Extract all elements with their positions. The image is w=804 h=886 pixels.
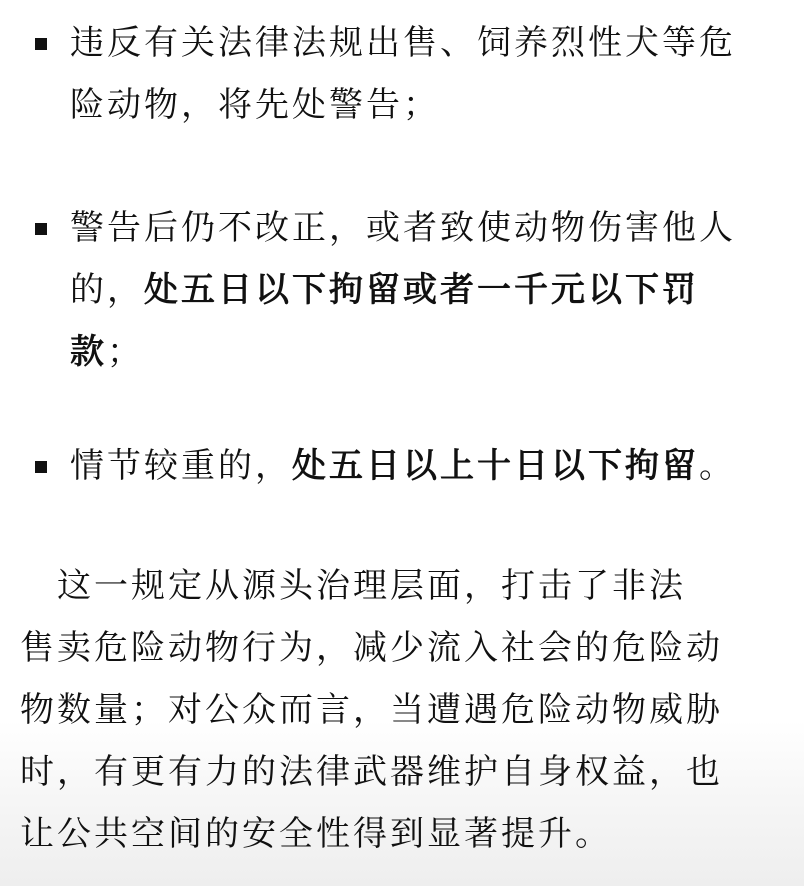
text-line [70, 197, 785, 259]
bold-text-segment: 处五日以下拘留或者一千元以下罚 [144, 270, 699, 310]
bullet-text [70, 197, 785, 383]
paragraph-line: 这一规定从源头治理层面，打击了非法 [20, 566, 686, 606]
bullet-square-icon [35, 461, 47, 473]
text-segment: ； [107, 332, 144, 372]
paragraph-line: 让公共空间的安全性得到显著提升。 [20, 814, 612, 854]
bullet-square-icon [35, 223, 47, 235]
text-segment: 违反有关法律法规出售、饲养烈性犬等危 [70, 23, 736, 63]
paragraph-line: 售卖危险动物行为，减少流入社会的危险动 [20, 628, 723, 668]
text-segment: 警告后仍不改正，或者致使动物伤害他人 [70, 208, 736, 248]
paragraph-line: 物数量；对公众而言，当遭遇危险动物威胁 [20, 690, 723, 730]
text-line [70, 321, 785, 383]
bullet-text [70, 435, 785, 497]
text-segment: 。 [699, 446, 736, 486]
bold-text-segment: 处五日以上十日以下拘留 [292, 446, 699, 486]
text-line [70, 74, 785, 136]
bullet-square-icon [35, 38, 47, 50]
bullet-text [70, 12, 785, 136]
text-segment: 的， [70, 270, 144, 310]
text-segment: 险动物，将先处警告； [70, 85, 440, 125]
summary-paragraph [20, 555, 790, 865]
text-line [70, 12, 785, 74]
bold-text-segment: 款 [70, 332, 107, 372]
text-line [70, 259, 785, 321]
paragraph-line: 时，有更有力的法律武器维护自身权益，也 [20, 752, 723, 792]
text-line [70, 435, 785, 497]
text-segment: 情节较重的， [70, 446, 292, 486]
